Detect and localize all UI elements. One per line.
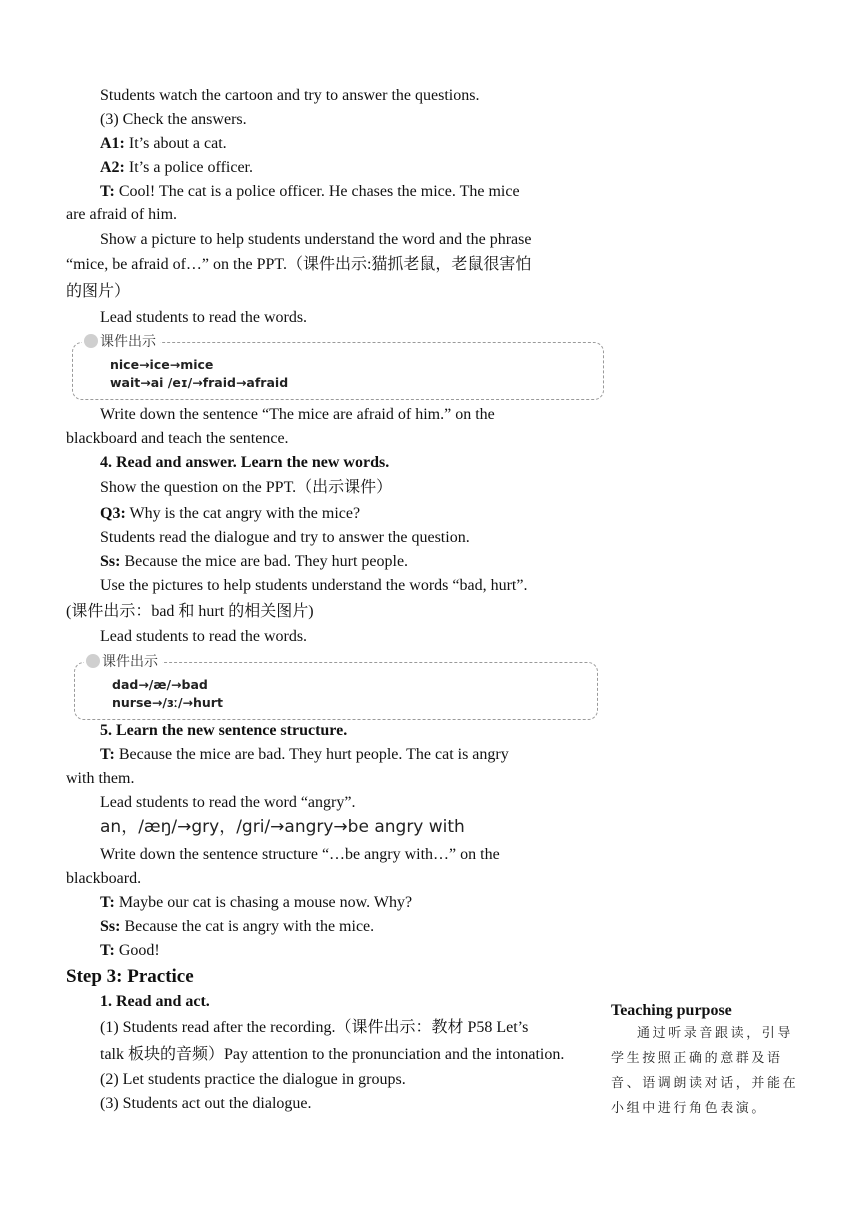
phonetic-line: an，/æŋ/→gry，/gri/→angry→be angry with (100, 817, 465, 837)
courseware-box-title: 课件出示 (82, 333, 160, 351)
text-line: T: Because the mice are bad. They hurt people. The cat is angry (100, 746, 509, 763)
text-line: T: Cool! The cat is a police officer. He chases the mice. The mice (100, 183, 520, 200)
teaching-purpose-line: 学生按照正确的意群及语 (611, 1051, 783, 1066)
text-line: A2: It’s a police officer. (100, 159, 253, 176)
text-line: Use the pictures to help students understand the words “bad, hurt”. (100, 577, 528, 594)
step-heading: Step 3: Practice (66, 966, 194, 987)
text-line: (3) Students act out the dialogue. (100, 1095, 312, 1112)
text-line: (1) Students read after the recording.（课件出示：教材 P58 Let’s (100, 1019, 529, 1036)
text-line: (课件出示：bad 和 hurt 的相关图片) (66, 603, 314, 620)
text-line: 的图片） (66, 283, 131, 300)
text-line: Write down the sentence structure “…be angry with…” on the (100, 846, 500, 863)
text-line: Show the question on the PPT.（出示课件） (100, 479, 393, 496)
text-line: with them. (66, 770, 135, 787)
courseware-box-title: 课件出示 (84, 653, 162, 671)
text-line: talk 板块的音频）Pay attention to the pronunciation and the intonation. (100, 1046, 565, 1063)
text-line: T: Good! (100, 942, 160, 959)
text-line: “mice, be afraid of…” on the PPT.（课件出示:猫抓老鼠，老鼠很害怕 (66, 256, 532, 273)
text-line: Students read the dialogue and try to answer the question. (100, 529, 470, 546)
phonics-line: nice→ice→mice (110, 357, 214, 372)
bullet-icon (86, 654, 100, 668)
text-line: (3) Check the answers. (100, 111, 247, 128)
section-heading: 5. Learn the new sentence structure. (100, 722, 348, 739)
text-line: Students watch the cartoon and try to answer the questions. (100, 87, 480, 104)
text-line: Lead students to read the word “angry”. (100, 794, 356, 811)
teaching-purpose-text (611, 1021, 799, 1121)
phonics-line: dad→/æ/→bad (112, 677, 208, 692)
text-line: blackboard and teach the sentence. (66, 430, 289, 447)
text-line: Ss: Because the cat is angry with the mice. (100, 918, 375, 935)
teaching-purpose-line: 通过听录音跟读，引导 (637, 1026, 794, 1041)
teaching-purpose-line: 音、语调朗读对话，并能在 (611, 1076, 799, 1091)
text-line: Ss: Because the mice are bad. They hurt people. (100, 553, 409, 570)
text-line: T: Maybe our cat is chasing a mouse now. Why? (100, 894, 413, 911)
section-heading: 1. Read and act. (100, 993, 210, 1010)
section-heading: 4. Read and answer. Learn the new words. (100, 454, 390, 471)
teaching-purpose-line: 小组中进行角色表演。 (611, 1101, 768, 1116)
text-line: A1: It’s about a cat. (100, 135, 227, 152)
text-line: Write down the sentence “The mice are afraid of him.” on the (100, 406, 495, 423)
text-line: (2) Let students practice the dialogue in groups. (100, 1071, 406, 1088)
text-line: are afraid of him. (66, 206, 178, 223)
text-line: blackboard. (66, 870, 142, 887)
text-line: Lead students to read the words. (100, 309, 308, 326)
phonics-line: wait→ai /eɪ/→fraid→afraid (110, 375, 289, 390)
teaching-purpose-title: Teaching purpose (611, 1002, 732, 1019)
text-line: Q3: Why is the cat angry with the mice? (100, 505, 361, 522)
text-line: Lead students to read the words. (100, 628, 308, 645)
text-line: Show a picture to help students understand the word and the phrase (100, 231, 532, 248)
phonics-line: nurse→/ɜː/→hurt (112, 695, 223, 710)
bullet-icon (84, 334, 98, 348)
